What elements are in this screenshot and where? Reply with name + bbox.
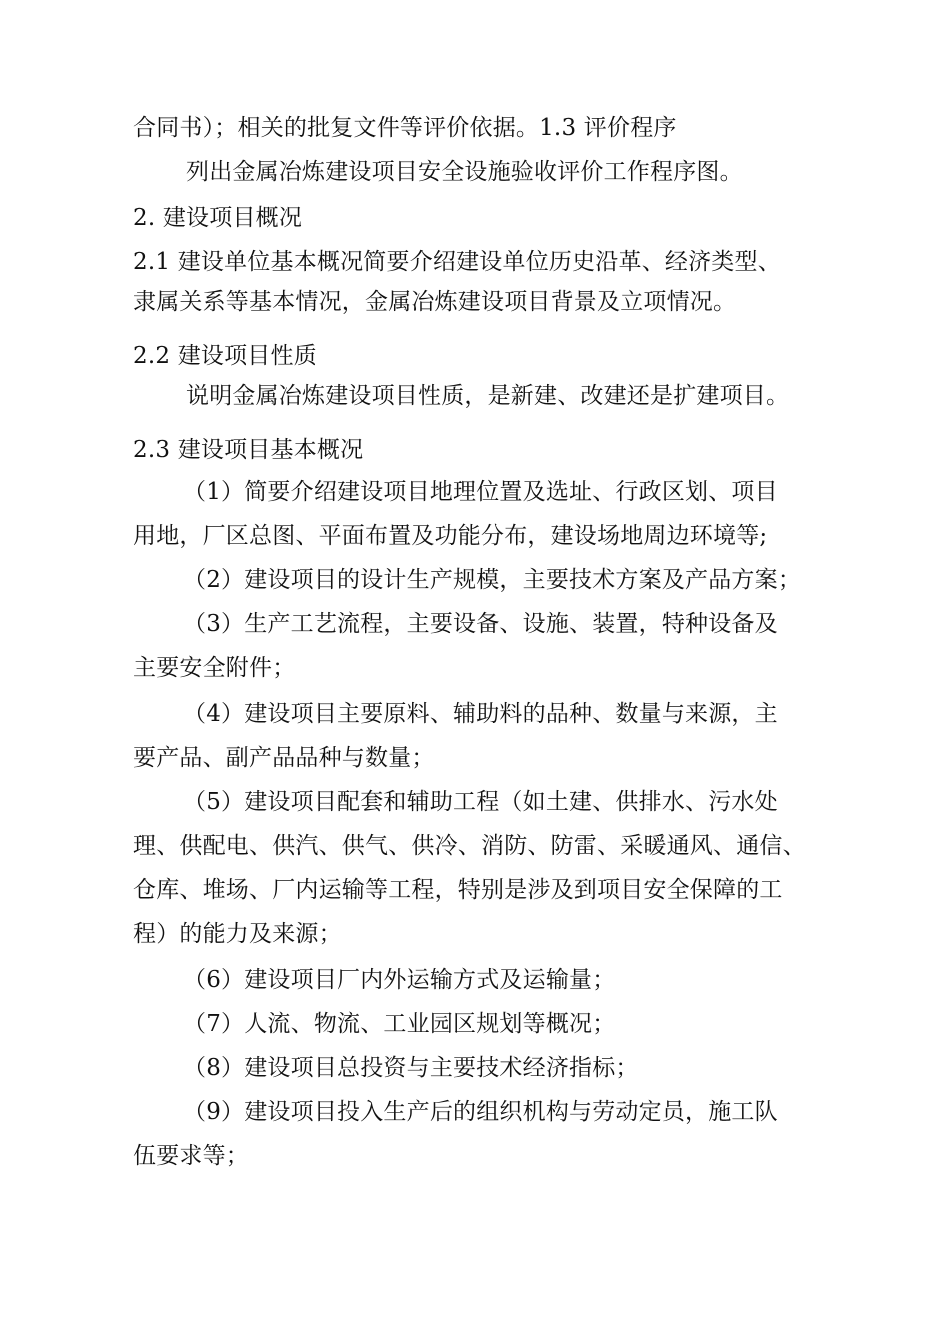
heading-section-2-1: 2.1 建设单位基本概况简要介绍建设单位历史沿革、经济类型、 — [133, 249, 781, 275]
heading-section-2: 2. 建设项目概况 — [133, 205, 303, 231]
heading-section-2-3: 2.3 建设项目基本概况 — [133, 437, 364, 463]
list-item-5-cont-1: 理、供配电、供汽、供气、供冷、消防、防雷、采暖通风、通信、 — [133, 833, 806, 859]
list-item-2: （2）建设项目的设计生产规模，主要技术方案及产品方案； — [183, 567, 802, 593]
list-item-3-cont: 主要安全附件； — [133, 655, 296, 681]
list-item-9: （9）建设项目投入生产后的组织机构与劳动定员，施工队 — [183, 1099, 778, 1125]
list-item-6: （6）建设项目厂内外运输方式及运输量； — [183, 967, 616, 993]
heading-section-2-2: 2.2 建设项目性质 — [133, 343, 317, 369]
list-item-8: （8）建设项目总投资与主要技术经济指标； — [183, 1055, 639, 1081]
list-item-4: （4）建设项目主要原料、辅助料的品种、数量与来源，主 — [183, 701, 778, 727]
list-item-9-cont: 伍要求等； — [133, 1143, 249, 1169]
list-item-1-cont: 用地，厂区总图、平面布置及功能分布，建设场地周边环境等; — [133, 523, 768, 549]
text-line-2-1-cont: 隶属关系等基本情况，金属冶炼建设项目背景及立项情况。 — [133, 289, 737, 315]
list-item-3: （3）生产工艺流程，主要设备、设施、装置，特种设备及 — [183, 611, 778, 637]
list-item-7: （7）人流、物流、工业园区规划等概况； — [183, 1011, 616, 1037]
list-item-5-cont-3: 程）的能力及来源； — [133, 921, 342, 947]
list-item-1: （1）简要介绍建设项目地理位置及选址、行政区划、项目 — [183, 479, 778, 505]
text-line-procedure: 列出金属冶炼建设项目安全设施验收评价工作程序图。 — [186, 159, 743, 185]
text-line-2-2: 说明金属冶炼建设项目性质，是新建、改建还是扩建项目。 — [186, 383, 790, 409]
list-item-5: （5）建设项目配套和辅助工程（如土建、供排水、污水处 — [183, 789, 778, 815]
list-item-5-cont-2: 仓库、堆场、厂内运输等工程，特别是涉及到项目安全保障的工 — [133, 877, 783, 903]
text-line-basis: 合同书）；相关的批复文件等评价依据。1.3 评价程序 — [133, 115, 677, 141]
list-item-4-cont: 要产品、副产品品种与数量； — [133, 745, 435, 771]
